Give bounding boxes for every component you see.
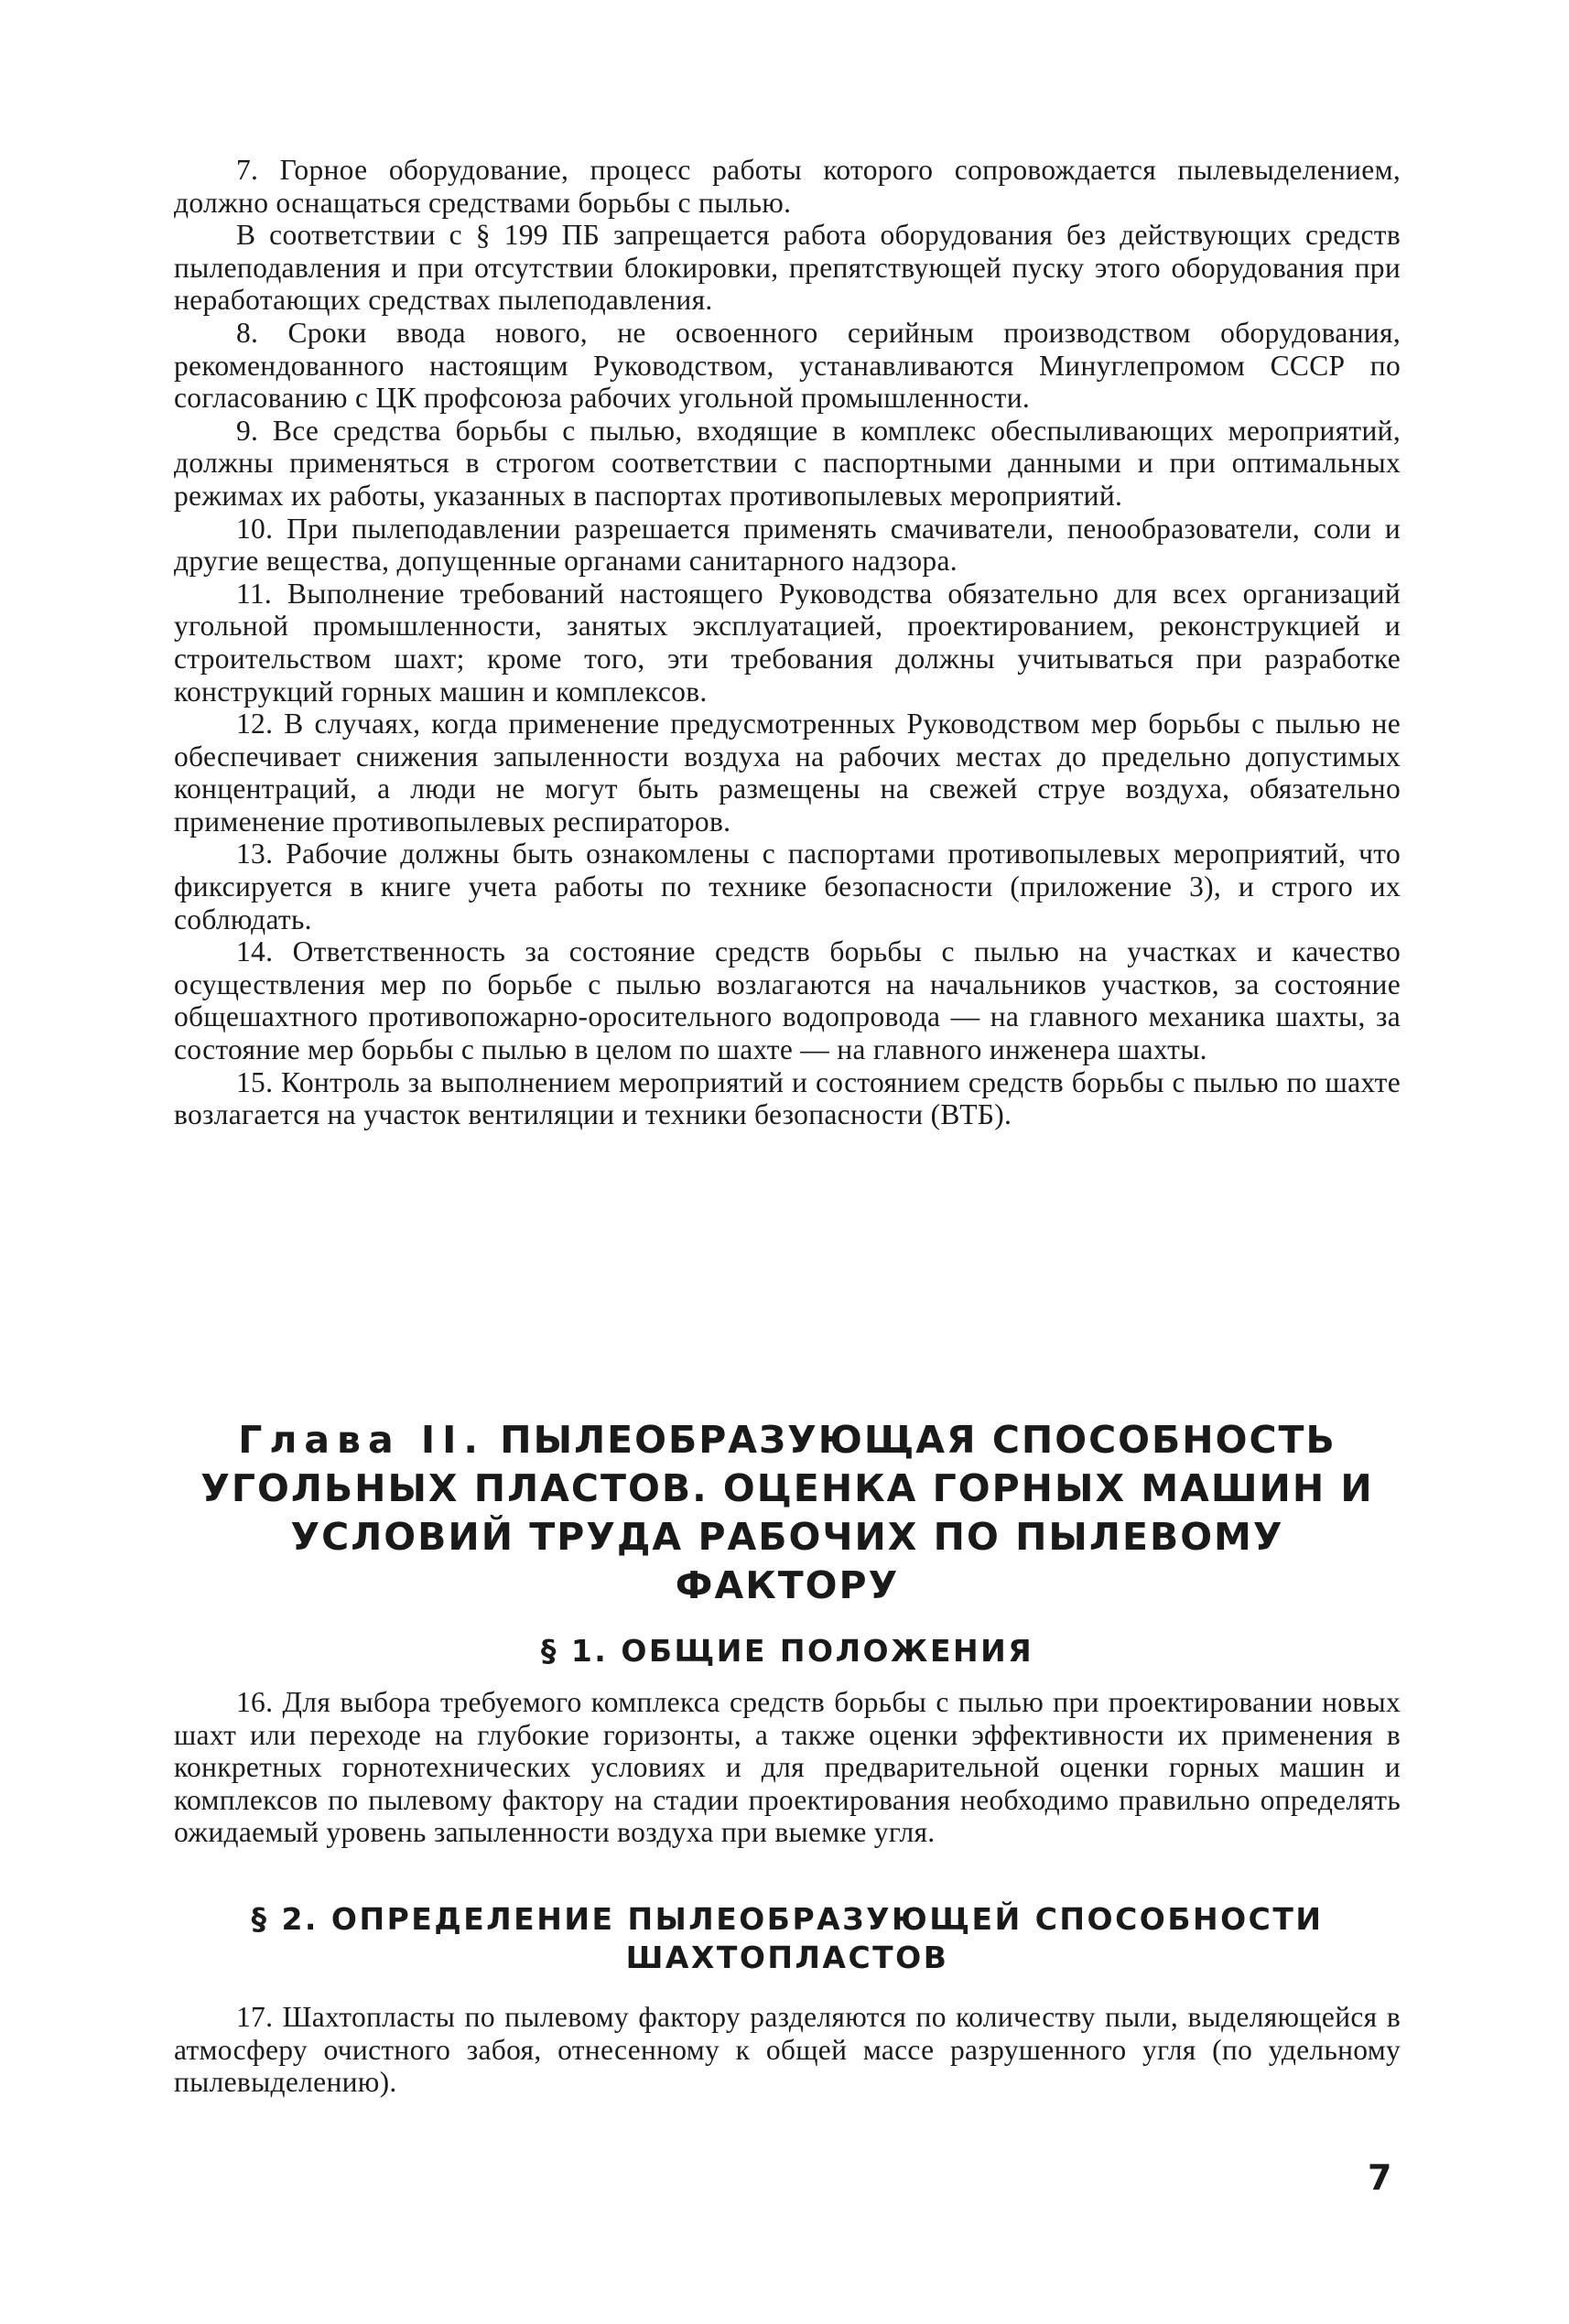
- paragraph-16: 16. Для выбора требуемого комплекса средств борьбы с пылью при проектировании новых шахт или переходе на глубокие горизонты, а также оценки эффективности их применения в конкретных горнотехнических условиях и для предварительной оценки горных машин и комплексов по пылевому фактору на стадии проектирования необходимо правильно определять ожидаемый уровень запыленности воздуха при выемке угля.: [174, 1686, 1401, 1849]
- section-1-title: § 1. ОБЩИЕ ПОЛОЖЕНИЯ: [540, 1633, 1034, 1669]
- paragraph-7-note: В соответствии с § 199 ПБ запрещается работа оборудования без действующих средств пылеподавления и при отсутствии блокировки, препятствующей пуску этого оборудования при неработающих средствах пылеподавления.: [174, 219, 1401, 317]
- main-text-block: [174, 154, 1401, 1131]
- paragraph-9: 9. Все средства борьбы с пылью, входящие в комплекс обеспыливающих мероприятий, должны применяться в строгом соответствии с паспортными данными и при оптимальных режимах их работы, указанных в паспортах противопылевых мероприятий.: [174, 414, 1401, 512]
- chapter-title: ПЫЛЕОБРАЗУЮЩАЯ СПОСОБНОСТЬ УГОЛЬНЫХ ПЛАСТОВ. ОЦЕНКА ГОРНЫХ МАШИН И УСЛОВИЙ ТРУДА РАБОЧИХ ПО ПЫЛЕВОМУ ФАКТОРУ: [200, 1418, 1374, 1607]
- paragraph-14: 14. Ответственность за состояние средств борьбы с пылью на участках и качество осуществления мер по борьбе с пылью возлагаются на начальников участков, за состояние общешахтного противопожарно-оросительного водопровода — на главного механика шахты, за состояние мер борьбы с пылью в целом по шахте — на главного инженера шахты.: [174, 935, 1401, 1066]
- paragraph-8: 8. Сроки ввода нового, не освоенного серийным производством оборудования, рекомендованного настоящим Руководством, устанавливаются Минуглепромом СССР по согласованию с ЦК профсоюза рабочих угольной промышленности.: [174, 316, 1401, 415]
- paragraph-17: 17. Шахтопласты по пылевому фактору разделяются по количеству пыли, выделяющейся в атмосферу очистного забоя, отнесенному к общей массе разрушенного угля (по удельному пылевыделению).: [174, 2001, 1401, 2099]
- chapter-heading: [174, 1416, 1401, 1610]
- page-number: 7: [1368, 2157, 1392, 2198]
- paragraph-7: 7. Горное оборудование, процесс работы которого сопровождается пылевыделением, должно оснащаться средствами борьбы с пылью.: [174, 154, 1401, 219]
- section-2-title: § 2. ОПРЕДЕЛЕНИЕ ПЫЛЕОБРАЗУЮЩЕЙ СПОСОБНОСТИ ШАХТОПЛАСТОВ: [251, 1901, 1324, 1975]
- chapter-prefix: Глава II.: [238, 1418, 486, 1462]
- paragraph-10: 10. При пылеподавлении разрешается применять смачиватели, пенообразователи, соли и другие вещества, допущенные органами санитарного надзора.: [174, 512, 1401, 578]
- paragraph-12: 12. В случаях, когда применение предусмотренных Руководством мер борьбы с пылью не обеспечивает снижения запыленности воздуха на рабочих местах до предельно допустимых концентраций, а люди не могут быть размещены на свежей струе воздуха, обязательно применение противопылевых респираторов.: [174, 708, 1401, 838]
- paragraph-13: 13. Рабочие должны быть ознакомлены с паспортами противопылевых мероприятий, что фиксируется в книге учета работы по технике безопасности (приложение 3), и строго их соблюдать.: [174, 838, 1401, 935]
- paragraph-11: 11. Выполнение требований настоящего Руководства обязательно для всех организаций угольной промышленности, занятых эксплуатацией, проектированием, реконструкцией и строительством шахт; кроме того, эти требования должны учитываться при разработке конструкций горных машин и комплексов.: [174, 577, 1401, 708]
- paragraph-15: 15. Контроль за выполнением мероприятий и состоянием средств борьбы с пылью по шахте возлагается на участок вентиляции и техники безопасности (ВТБ).: [174, 1065, 1401, 1131]
